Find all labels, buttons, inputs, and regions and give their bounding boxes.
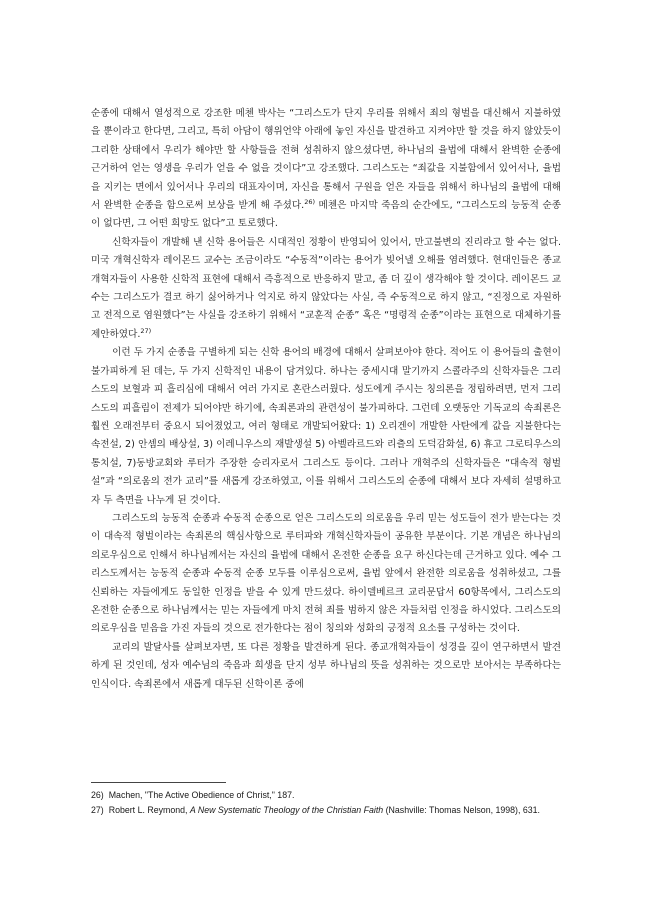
footnote-number: 26) [91, 790, 104, 800]
paragraph-text: 이런 두 가지 순종을 구별하게 되는 신학 용어의 배경에 대해서 살펴보아야 한다. 적어도 이 용어들의 출현이 불가피하게 된 데는, 두 가지 신학적인 내용이 담겨있다. 하나는 중세시대 말기까지 스콜라주의 신학자들은 그리스도의 보혈과 피 흘리심에 대해서 여러 가지로 혼란스러웠다. 성도에게 주시는 칭의론을 정립하려면, 먼저 그리스도의 피흘림이 전제가 되어야만 하기에, 속죄론과의 관련성이 불가피하다. 그런데 오랫동안 기독교의 속죄론은 훨씬 오래전부터 중요시 되어졌었고, 여러 형태로 개발되어왔다: 1) 오리겐이 개발한 사탄에게 값을 지불한다는 속전설, 2) 안셈의 배상설, 3) 이레니우스의 재발생설 5) 아벨라르드와 리츨의 도덕감화설, 6) 휴고 그로티우스의 통치설, 7)동방교회와 루터가 주장한 승리자로서 그리스도 등이다. 그러나 개혁주의 신학자들은 “대속적 형벌설”과 “의로움의 전가 교리”를 새롭게 강조하였고, 이를 위해서 그리스도의 순종에 대해서 보다 자세히 설명하고자 두 측면을 나누게 된 것이다. [91, 347, 561, 506]
body-text [91, 105, 561, 694]
footnote-number: 27) [91, 805, 104, 815]
footnote-divider [91, 782, 226, 783]
paragraph-text: 순종에 대해서 열성적으로 강조한 메첸 박사는 “그리스도가 단지 우리를 위해서 죄의 형벌을 대신해서 지불하였을 뿐이라고 한다면, 그리고, 특히 아담이 행위언약 아래에 놓인 자신을 발견하고 지켜야만 할 것을 하지 않았듯이 그리한 상태에서 우리가 해야만 할 사항들을 전혀 성취하지 않으셨다면, 하나님의 율법에 대해서 완벽한 순종에 근거하여 얻는 영생을 우리가 얻을 수 없을 것이다”고 강조했다. 그리스도는 “죄값을 지불함에서 있어서나, 율법을 지키는 면에서 있어서나 우리의 대표자이며, 자신을 통해서 구원을 얻은 자들을 위해서 하나님의 율법에 대해서 완벽한 순종을 함으로써 보상을 받게 해 주셨다. [91, 108, 561, 212]
paragraph-text: 교리의 발달사를 살펴보자면, 또 다른 정황을 발견하게 된다. 종교개혁자들이 성경을 깊이 연구하면서 발견하게 된 것인데, 성자 예수님의 죽음과 희생을 단지 성부 하나님의 뜻을 성취하는 것으로만 보아서는 부족하다는 인식이다. 속죄론에서 새롭게 대두된 신학이론 중에 [91, 641, 561, 690]
footnote-text [109, 803, 561, 818]
footnote-book-title: A New Systematic Theology of the Christian Faith [189, 805, 384, 815]
footnote-ref-27[interactable]: 27) [140, 326, 152, 335]
paragraph-2 [91, 234, 561, 344]
footnote-author: Robert L. Reymond, [108, 805, 190, 815]
paragraph-5 [91, 639, 561, 694]
footnotes [91, 788, 561, 818]
footnote-27 [91, 803, 561, 818]
paragraph-1 [91, 105, 561, 234]
footnote-26 [91, 788, 561, 803]
paragraph-text: 그리스도의 능동적 순종과 수동적 순종으로 얻은 그리스도의 의로움을 우리 믿는 성도들이 전가 받는다는 것이 대속적 형벌이라는 속죄론의 핵심사항으로 루터파와 개혁신학자들이 공유한 부분이다. 기본 개념은 하나님의 의로우심으로 인해서 하나님께서는 자신의 율법에 대해서 온전한 순종을 요구 하신다는데 근거하고 있다. 예수 그리스도께서는 능동적 순종과 수동적 순종 모두를 이루심으로써, 율법 앞에서 완전한 의로움을 성취하셨고, 그를 신뢰하는 자들에게도 동일한 인정을 받을 수 있게 만드셨다. 하이델베르크 교리문답서 60항목에서, 그리스도의 온전한 순종으로 하나님께서는 믿는 자들에게 마치 전혀 죄를 범하지 않은 자들처럼 인정을 하시었다. 그리스도의 의로우심을 믿음을 가진 자들의 것으로 전가한다는 점이 칭의와 성화의 긍정적 요소를 구성하는 것이다. [91, 512, 561, 635]
paragraph-4 [91, 510, 561, 639]
footnote-ref-26[interactable]: 26) [304, 198, 316, 207]
paragraph-3 [91, 344, 561, 510]
paragraph-text-continued: 메첸은 마지막 죽음의 순간에도, “그리스도의 능동적 순종이 없다면, 그 어떤 희망도 없다”고 토로했다. [91, 200, 561, 230]
paragraph-text: 신학자들이 개발해 낸 신학 용어들은 시대적인 정황이 반영되어 있어서, 만고불변의 진리라고 할 수는 없다. 미국 개혁신학자 레이몬드 교수는 조금이라도 “수동적”이라는 용어가 빚어낼 오해를 염려했다. 현대인들은 종교개혁자들이 사용한 신학적 표현에 대해서 즉흥적으로 반응하지 말고, 좀 더 깊이 생각해야 할 것이다. 레이몬드 교수는 그리스도가 결코 하기 싫어하거나 억지로 하지 않았다는 사실, 즉 수동적으로 하지 않고, “진정으로 자원하고 전적으로 염원했다”는 사실을 강조하기 위해서 “교훈적 순종” 혹은 “명령적 순종”이라는 표현으로 대체하기를 제안하였다. [91, 236, 561, 340]
footnote-publication: (Nashville: Thomas Nelson, 1998), 631. [383, 805, 540, 815]
footnote-text: Machen, "The Active Obedience of Christ," 187. [108, 790, 295, 800]
